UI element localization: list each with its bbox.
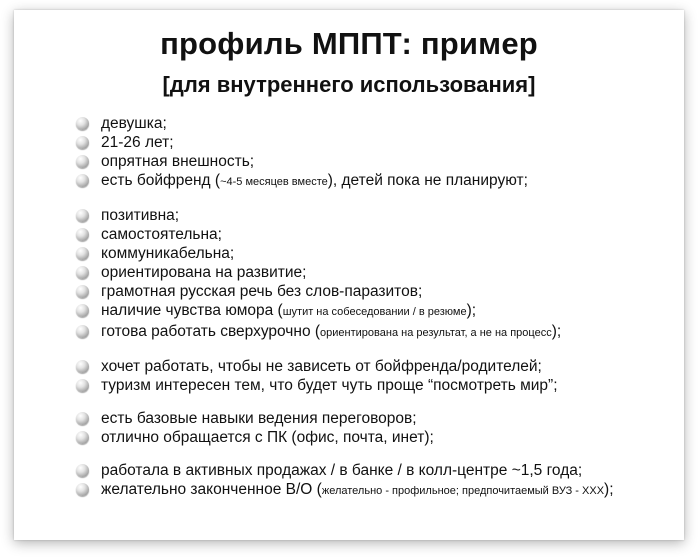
list-item bbox=[76, 480, 676, 501]
item-note: ~4-5 месяцев вместе bbox=[220, 176, 328, 188]
list-item bbox=[76, 263, 676, 282]
bullet-group-basics bbox=[76, 114, 676, 192]
item-tail: ), детей пока не планируют; bbox=[327, 172, 528, 189]
item-text: наличие чувства юмора ( bbox=[101, 302, 283, 319]
list-item bbox=[76, 225, 676, 244]
list-item bbox=[76, 282, 676, 301]
list-item bbox=[76, 322, 676, 343]
bullet-icon bbox=[76, 136, 89, 149]
list-item bbox=[76, 171, 676, 192]
item-note: шутит на собеседовании / в резюме bbox=[282, 306, 467, 318]
item-text: туризм интересен тем, что будет чуть проще “посмотреть мир”; bbox=[101, 377, 558, 394]
item-text: грамотная русская речь без слов-паразитов; bbox=[101, 283, 423, 300]
item-text: ориентирована на развитие; bbox=[101, 264, 307, 281]
list-item bbox=[76, 357, 676, 376]
bullet-icon bbox=[76, 117, 89, 130]
bullet-icon bbox=[76, 228, 89, 241]
bullet-icon bbox=[76, 247, 89, 260]
list-item bbox=[76, 409, 676, 428]
bullet-icon bbox=[76, 304, 89, 317]
item-tail: ); bbox=[466, 302, 477, 319]
item-text: готова работать сверхурочно ( bbox=[101, 323, 321, 340]
slide-title: профиль МППТ: пример bbox=[160, 26, 538, 61]
bullet-group-experience bbox=[76, 461, 676, 501]
list-item bbox=[76, 376, 676, 395]
bullet-groups bbox=[76, 114, 676, 515]
item-text: 21-26 лет; bbox=[101, 134, 174, 151]
bullet-icon bbox=[76, 209, 89, 222]
bullet-icon bbox=[76, 325, 89, 338]
list-item bbox=[76, 133, 676, 152]
bullet-group-motivation bbox=[76, 357, 676, 395]
list-item bbox=[76, 301, 676, 322]
bullet-icon bbox=[76, 379, 89, 392]
list-item bbox=[76, 114, 676, 133]
bullet-icon bbox=[76, 285, 89, 298]
slide-subtitle: [для внутреннего использования] bbox=[162, 72, 536, 97]
list-item bbox=[76, 206, 676, 225]
list-item bbox=[76, 244, 676, 263]
list-item bbox=[76, 152, 676, 171]
bullet-icon bbox=[76, 266, 89, 279]
list-item bbox=[76, 428, 676, 447]
item-text: коммуникабельна; bbox=[101, 245, 235, 262]
item-text: желательно законченное В/О ( bbox=[101, 481, 322, 498]
item-text: есть базовые навыки ведения переговоров; bbox=[101, 410, 417, 427]
list-item bbox=[76, 461, 676, 480]
bullet-icon bbox=[76, 155, 89, 168]
item-text: опрятная внешность; bbox=[101, 153, 255, 170]
bullet-icon bbox=[76, 483, 89, 496]
item-tail: ); bbox=[551, 323, 562, 340]
bullet-icon bbox=[76, 431, 89, 444]
item-tail: ); bbox=[604, 481, 614, 498]
bullet-icon bbox=[76, 360, 89, 373]
item-note: ориентирована на результат, а не на процесс bbox=[320, 327, 552, 339]
item-text: есть бойфренд ( bbox=[101, 172, 221, 189]
item-text: работала в активных продажах / в банке / в колл-центре ~1,5 года; bbox=[101, 462, 583, 479]
item-note: желательно - профильное; предпочитаемый ВУЗ - ХХХ bbox=[321, 485, 605, 497]
bullet-icon bbox=[76, 174, 89, 187]
item-text: позитивна; bbox=[101, 207, 180, 224]
bullet-group-personality bbox=[76, 206, 676, 343]
item-text: самостоятельна; bbox=[101, 226, 222, 243]
bullet-group-skills bbox=[76, 409, 676, 447]
bullet-icon bbox=[76, 464, 89, 477]
item-text: девушка; bbox=[101, 115, 167, 132]
slide bbox=[14, 10, 684, 540]
bullet-icon bbox=[76, 412, 89, 425]
item-text: хочет работать, чтобы не зависеть от бойфренда/родителей; bbox=[101, 358, 542, 375]
item-text: отлично обращается с ПК (офис, почта, инет); bbox=[101, 429, 434, 446]
